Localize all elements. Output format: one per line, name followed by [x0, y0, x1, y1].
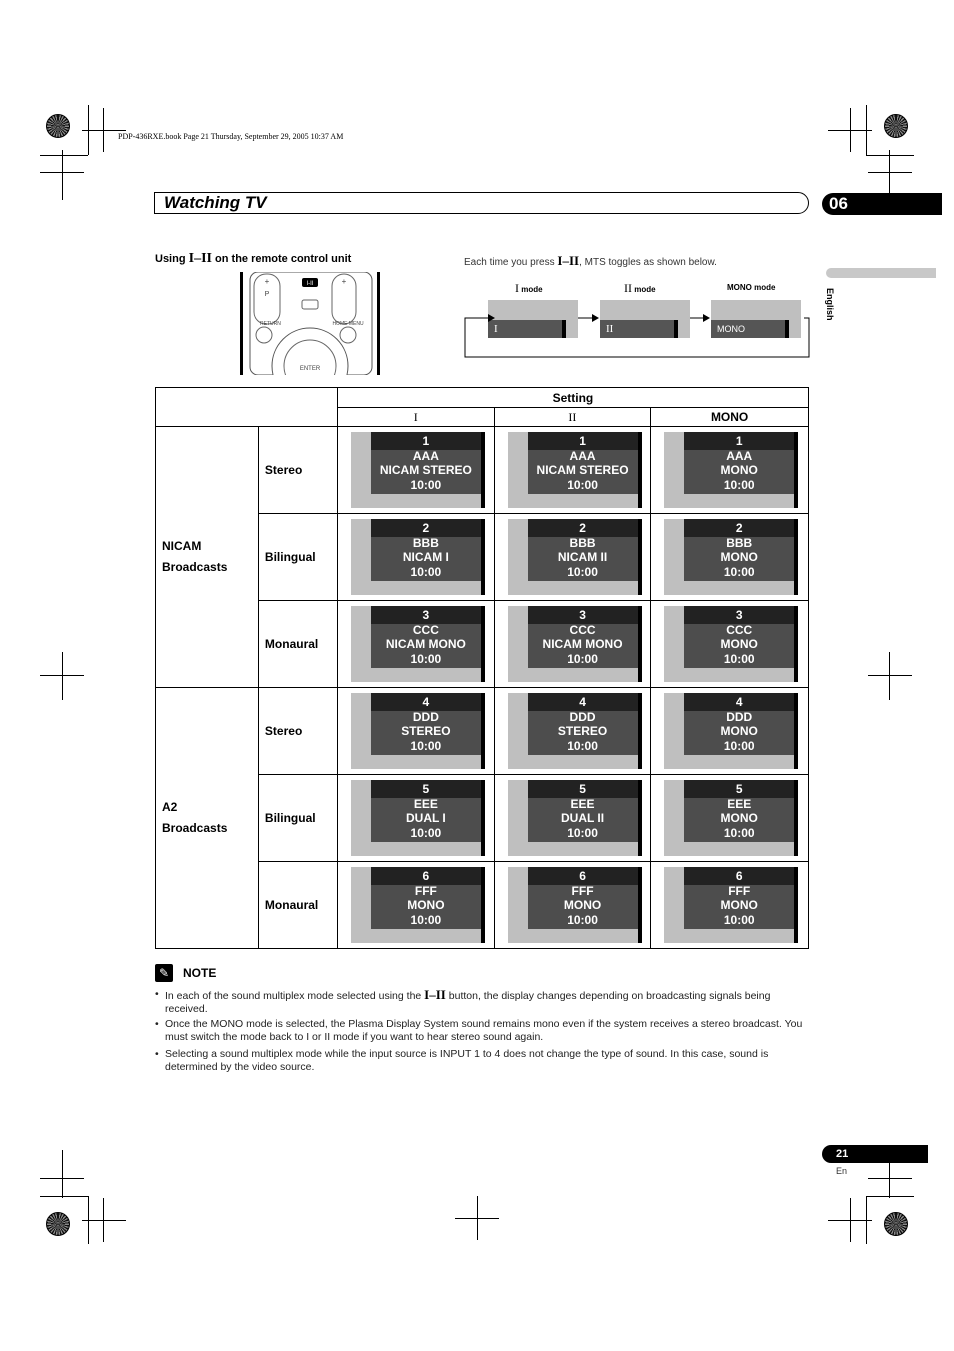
crop-mark — [866, 1196, 914, 1197]
page-number: 21 — [822, 1145, 928, 1163]
i-ii-symbol: I–II — [557, 253, 580, 268]
sound-mode: NICAM STEREO — [379, 463, 472, 477]
table-row — [156, 427, 809, 514]
tv-screen-display — [351, 693, 481, 769]
tv-screen-display — [508, 867, 638, 943]
station-name: AAA — [726, 448, 753, 463]
mode-screen-3: MONO — [711, 300, 801, 338]
tv-screen-display — [508, 780, 638, 856]
broadcast-type: Stereo — [258, 427, 337, 514]
remote-return-label: RETURN — [260, 321, 281, 327]
sound-mode: MONO — [563, 898, 602, 912]
station-name: EEE — [727, 796, 752, 811]
crop-mark — [828, 130, 872, 131]
station-name: AAA — [412, 448, 439, 463]
remote-control-illustration — [240, 272, 383, 375]
sound-mode: NICAM II — [557, 550, 608, 564]
station-name: CCC — [412, 622, 439, 637]
sound-mode: MONO — [720, 724, 758, 738]
broadcast-group — [156, 688, 259, 949]
screen-cell — [337, 601, 494, 688]
station-name: DDD — [412, 709, 439, 724]
crop-mark — [889, 652, 890, 700]
mode-header-ii: II — [494, 408, 651, 427]
tv-screen-display — [664, 867, 794, 943]
channel-number: 6 — [735, 869, 743, 883]
crop-mark — [828, 1220, 872, 1221]
crop-mark — [40, 172, 84, 173]
crop-mark — [40, 675, 84, 676]
sound-mode: NICAM I — [402, 550, 449, 564]
screen-cell — [494, 601, 651, 688]
chapter-title: Watching TV — [164, 193, 267, 212]
screen-cell — [494, 514, 651, 601]
tv-screen-display — [508, 693, 638, 769]
station-name: FFF — [571, 883, 594, 898]
broadcast-type: Monaural — [258, 862, 337, 949]
tv-screen-display — [508, 606, 638, 682]
registration-dial-icon — [46, 114, 70, 138]
clock-time: 10:00 — [723, 651, 755, 666]
svg-text:+: + — [264, 277, 270, 286]
channel-number: 5 — [735, 782, 743, 796]
i-ii-symbol: I–II — [424, 987, 446, 1002]
channel-number: 4 — [735, 695, 743, 709]
screen-cell — [337, 862, 494, 949]
mode-header-i: I — [337, 408, 494, 427]
file-header: PDP-436RXE.book Page 21 Thursday, September 29, 2005 10:37 AM — [118, 132, 344, 141]
clock-time: 10:00 — [567, 651, 598, 666]
heading-suffix: on the remote control unit — [215, 253, 352, 265]
clock-time: 10:00 — [410, 651, 442, 666]
note-pencil-icon: ✎ — [155, 964, 173, 982]
sound-mode: DUAL I — [405, 811, 446, 825]
channel-number: 1 — [579, 434, 586, 448]
group-name-line2: Broadcasts — [162, 821, 228, 835]
clock-time: 10:00 — [410, 825, 442, 840]
channel-number: 2 — [579, 521, 586, 535]
tv-screen-display — [664, 780, 794, 856]
registration-dial-icon — [46, 1212, 70, 1236]
clock-time: 10:00 — [723, 912, 755, 927]
crop-mark — [40, 155, 88, 156]
clock-time: 10:00 — [567, 564, 598, 579]
screen-cell — [651, 601, 809, 688]
mode-label-1: I mode — [515, 281, 543, 295]
table-row — [156, 688, 809, 775]
sound-mode: NICAM STEREO — [536, 463, 629, 477]
mode-cycle-arrows — [462, 305, 814, 361]
table-corner — [156, 388, 338, 427]
station-name: BBB — [726, 535, 753, 550]
screen-cell — [651, 514, 809, 601]
sound-mode: MONO — [720, 550, 758, 564]
clock-time: 10:00 — [723, 564, 755, 579]
channel-number: 6 — [579, 869, 586, 883]
mode-label-3: MONO mode — [727, 283, 776, 292]
i-ii-symbol: I–II — [188, 251, 212, 266]
group-name-line1: NICAM — [162, 539, 202, 553]
screen-cell — [651, 688, 809, 775]
broadcast-group — [156, 427, 259, 688]
station-name: DDD — [726, 709, 753, 724]
sound-mode: MONO — [720, 811, 758, 825]
screen-cell — [494, 862, 651, 949]
crop-mark — [62, 150, 63, 200]
clock-time: 10:00 — [723, 825, 755, 840]
tv-screen-display — [508, 432, 638, 508]
sound-mode: MONO — [407, 898, 445, 912]
heading-prefix: Using — [155, 253, 186, 265]
station-name: DDD — [569, 709, 596, 724]
station-name: FFF — [414, 883, 437, 898]
registration-dial-icon — [884, 1212, 908, 1236]
channel-number: 4 — [422, 695, 430, 709]
clock-time: 10:00 — [410, 477, 442, 492]
broadcast-type: Bilingual — [258, 514, 337, 601]
crop-mark — [82, 1220, 126, 1221]
tv-screen-display — [351, 780, 481, 856]
channel-number: 1 — [735, 434, 743, 448]
screen-cell — [337, 514, 494, 601]
clock-time: 10:00 — [723, 477, 755, 492]
screen-cell — [651, 427, 809, 514]
tv-screen-display — [664, 432, 794, 508]
station-name: BBB — [569, 535, 596, 550]
tv-screen-display — [664, 693, 794, 769]
screen-cell — [337, 688, 494, 775]
tv-screen-display — [351, 519, 481, 595]
broadcast-type: Stereo — [258, 688, 337, 775]
mode-header-mono: MONO — [651, 408, 809, 427]
sound-mode: MONO — [720, 637, 758, 651]
channel-number: 1 — [422, 434, 430, 448]
mts-text-suffix: , MTS toggles as shown below. — [579, 257, 717, 268]
station-name: AAA — [569, 448, 596, 463]
clock-time: 10:00 — [410, 912, 442, 927]
mode-screen-1: I — [488, 300, 578, 338]
channel-number: 5 — [422, 782, 430, 796]
channel-number: 5 — [579, 782, 586, 796]
chapter-number: 06 — [822, 193, 942, 215]
crop-mark — [868, 675, 912, 676]
group-name-line1: A2 — [162, 800, 178, 814]
clock-time: 10:00 — [410, 738, 442, 753]
language-tab — [826, 268, 936, 278]
remote-enter-label: ENTER — [299, 366, 321, 372]
note-item: • In each of the sound multiplex mode selected using the I–II button, the display changes depending on broadcasting signals being received. — [155, 987, 771, 1015]
channel-number: 6 — [422, 869, 430, 883]
tv-screen-display — [508, 519, 638, 595]
setting-header: Setting — [337, 388, 808, 408]
station-name: CCC — [569, 622, 596, 637]
remote-home-menu-label: HOME MENU — [332, 321, 364, 327]
channel-number: 3 — [735, 608, 743, 622]
crop-mark — [40, 1196, 88, 1197]
note-item: • Once the MONO mode is selected, the Plasma Display System sound remains mono even if the system receives a stereo broadcast. You must switch the mode back to I or II mode if you want to hear stereo sound again. — [155, 1018, 803, 1043]
language-label: English — [825, 288, 835, 321]
section-heading — [155, 251, 351, 267]
screen-cell — [651, 862, 809, 949]
channel-number: 2 — [422, 521, 430, 535]
mode-label-2: II mode — [624, 281, 656, 295]
station-name: EEE — [570, 796, 595, 811]
crop-mark — [455, 1218, 499, 1219]
sound-mode: DUAL II — [560, 811, 605, 825]
clock-time: 10:00 — [567, 738, 598, 753]
crop-mark — [62, 1150, 63, 1198]
crop-mark — [866, 155, 914, 156]
mts-description — [464, 253, 717, 269]
sound-mode: NICAM MONO — [542, 637, 623, 651]
sound-mode: MONO — [720, 898, 758, 912]
sound-mode: NICAM MONO — [385, 637, 466, 651]
mode-screen-2: II — [600, 300, 690, 338]
remote-p-label: P — [264, 291, 270, 298]
crop-mark — [62, 652, 63, 700]
channel-number: 2 — [735, 521, 743, 535]
mts-text-prefix: Each time you press — [464, 257, 555, 268]
tv-screen-display — [351, 606, 481, 682]
clock-time: 10:00 — [567, 477, 598, 492]
clock-time: 10:00 — [410, 564, 442, 579]
clock-time: 10:00 — [567, 912, 598, 927]
crop-mark — [868, 1178, 912, 1179]
crop-mark — [82, 130, 126, 131]
clock-time: 10:00 — [567, 825, 598, 840]
channel-number: 3 — [579, 608, 586, 622]
remote-i-ii-button-label: I-II — [306, 281, 314, 287]
broadcast-type: Monaural — [258, 601, 337, 688]
crop-mark — [40, 1178, 84, 1179]
station-name: FFF — [728, 883, 751, 898]
tv-screen-display — [351, 432, 481, 508]
clock-time: 10:00 — [723, 738, 755, 753]
tv-screen-display — [664, 606, 794, 682]
note-item: • Selecting a sound multiplex mode while the input source is INPUT 1 to 4 does not change the type of sound. In this case, sound is determined by the video source. — [155, 1048, 769, 1073]
tv-screen-display — [664, 519, 794, 595]
registration-dial-icon — [884, 114, 908, 138]
sound-mode: STEREO — [557, 724, 608, 738]
screen-cell — [494, 688, 651, 775]
sound-mode-table — [155, 387, 809, 949]
page-language: En — [836, 1166, 848, 1176]
station-name: EEE — [413, 796, 438, 811]
svg-text:+: + — [341, 277, 347, 286]
channel-number: 3 — [422, 608, 430, 622]
screen-cell — [651, 775, 809, 862]
screen-cell — [337, 427, 494, 514]
note-title: NOTE — [183, 966, 217, 980]
sound-mode: MONO — [720, 463, 758, 477]
group-name-line2: Broadcasts — [162, 560, 228, 574]
station-name: CCC — [726, 622, 753, 637]
screen-cell — [337, 775, 494, 862]
station-name: BBB — [412, 535, 439, 550]
crop-mark — [868, 172, 912, 173]
screen-cell — [494, 775, 651, 862]
channel-number: 4 — [579, 695, 586, 709]
screen-cell — [494, 427, 651, 514]
sound-mode: STEREO — [401, 724, 451, 738]
broadcast-type: Bilingual — [258, 775, 337, 862]
tv-screen-display — [351, 867, 481, 943]
